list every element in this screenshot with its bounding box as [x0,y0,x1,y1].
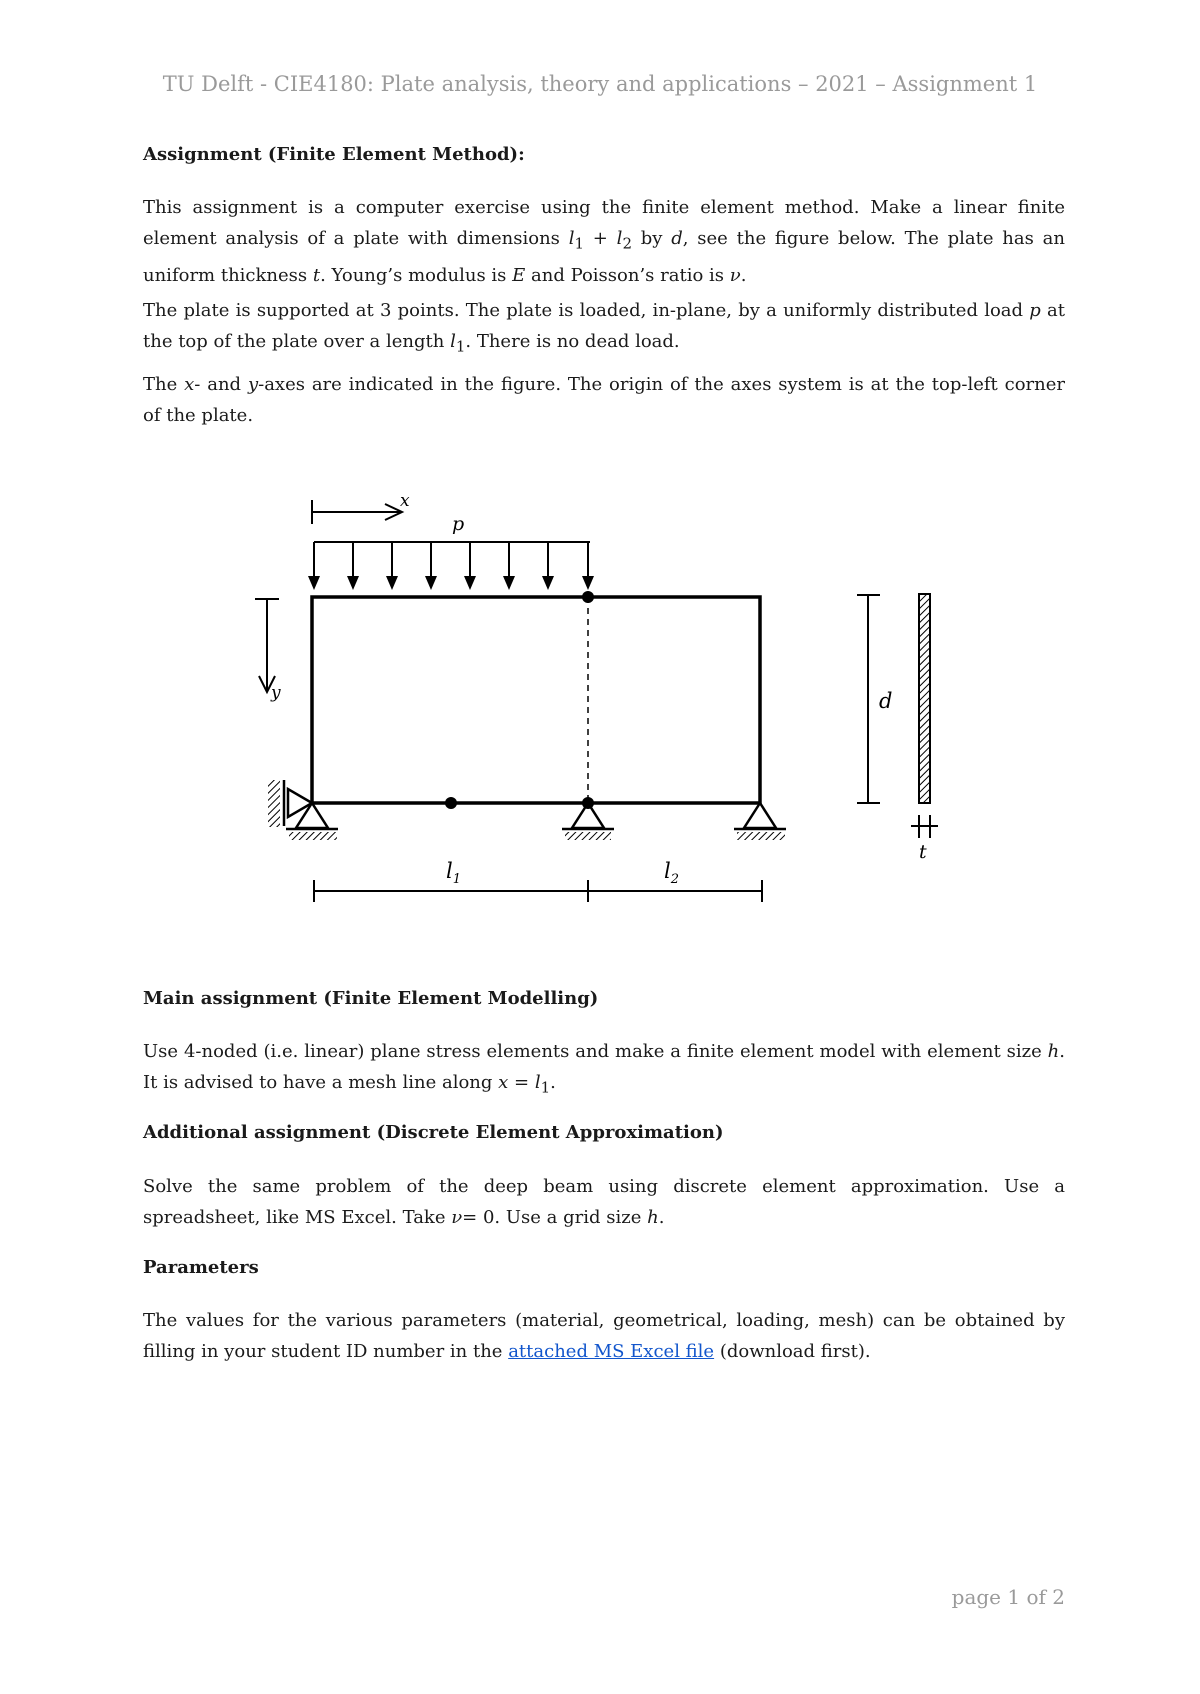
text: . There is no dead load. [465,331,680,352]
text: at the top of the plate over a length [143,300,1066,352]
text: Use 4-noded (i.e. linear) plane stress elements and make a finite element model with element size [143,1041,1048,1062]
sub-2: 2 [622,234,632,253]
dimension-label-l1: $l_1$ [446,859,461,887]
paragraph-additional [143,1171,1065,1233]
var-d: d [671,228,683,249]
var-h: h [647,1207,659,1228]
text: . [658,1207,665,1228]
text: The values for the various parameters (material, geometrical, loading, mesh) can be obtained by filling in your student ID number in the [143,1310,1065,1362]
section-main [143,988,1065,1009]
text: and Poisson’s ratio is [525,264,730,286]
additional-assignment-heading: Additional assignment (Discrete Element Approximation) [143,1122,724,1143]
text: The [143,374,185,395]
text: -axes are indicated in the figure. The origin of the axes system is at the top-left corner of the plate. [143,374,1065,426]
parameters-heading: Parameters [143,1257,259,1278]
main-assignment-heading: Main assignment (Finite Element Modelling) [143,988,599,1009]
var-nu: ν [729,264,741,286]
ground-hatch-right [737,832,785,840]
var-x: x [184,374,195,395]
page-number: page 1 of 2 [951,1585,1065,1609]
load-arrowheads [308,576,594,590]
var-l: l [616,228,623,249]
x-axis-arrow [312,500,402,524]
ground-hatch-middle [565,832,611,840]
text: - and [194,374,248,395]
var-nu: ν [451,1207,463,1228]
var-E: E [512,264,526,286]
text: . It is advised to have a mesh line along [143,1041,1065,1093]
ground-hatch-left [289,832,337,840]
text: The plate is supported at 3 points. The plate is loaded, in-plane, by a uniformly distributed load [143,300,1030,321]
thickness-label: t [919,841,927,863]
x-axis-label: x [400,491,410,511]
y-axis-arrow [255,599,279,692]
sub-1: 1 [455,337,466,356]
var-h: h [1047,1041,1060,1062]
var-y: y [247,374,259,395]
text: . [740,264,747,286]
page-header: TU Delft - CIE4180: Plate analysis, theory and applications – 2021 – Assignment 1 [162,72,1038,96]
section-additional [143,1122,1065,1143]
paragraph-parameters [143,1305,1065,1367]
thickness-dimension [911,815,938,838]
text: . Young’s modulus is [320,264,513,286]
text: Solve the same problem of the deep beam using discrete element approximation. Use a spreadsheet, like MS Excel. Take [143,1176,1065,1228]
text: + [584,228,617,249]
dimension-label-l2: $l_2$ [664,859,679,887]
dimension-label-d: d [879,689,893,713]
var-l: l [450,331,456,352]
excel-file-link[interactable]: attached MS Excel file [508,1341,715,1362]
text: , see the figure below. The plate has an uniform thickness [143,228,1065,286]
y-axis-label: y [271,683,281,703]
sub-1: 1 [574,234,585,253]
text: (download first). [714,1341,871,1362]
wall-hatch-left [268,780,280,827]
load-label: p [452,513,465,535]
paragraph-main [143,1036,1065,1104]
node-bottom-mid [445,797,457,809]
text: = 0. Use a grid size [462,1207,648,1228]
var-l: l [568,228,575,249]
text: . [550,1072,556,1093]
var-l: l [534,1072,541,1093]
dimension-line-l [314,880,762,902]
dimension-line-d [857,595,880,803]
var-t: t [312,264,321,286]
var-x: x [498,1072,509,1093]
thickness-section [919,594,930,803]
text: by [631,228,672,249]
plate [312,597,760,803]
section-parameters [143,1257,1065,1278]
assignment-heading: Assignment (Finite Element Method): [143,144,525,165]
node-top [582,591,594,603]
sub-1: 1 [540,1078,551,1097]
text: = [508,1072,535,1093]
var-p: p [1029,300,1041,321]
text: This assignment is a computer exercise using the finite element method. Make a linear finite element analysis of a plate with dimensions [143,197,1065,249]
support-right [734,803,786,829]
